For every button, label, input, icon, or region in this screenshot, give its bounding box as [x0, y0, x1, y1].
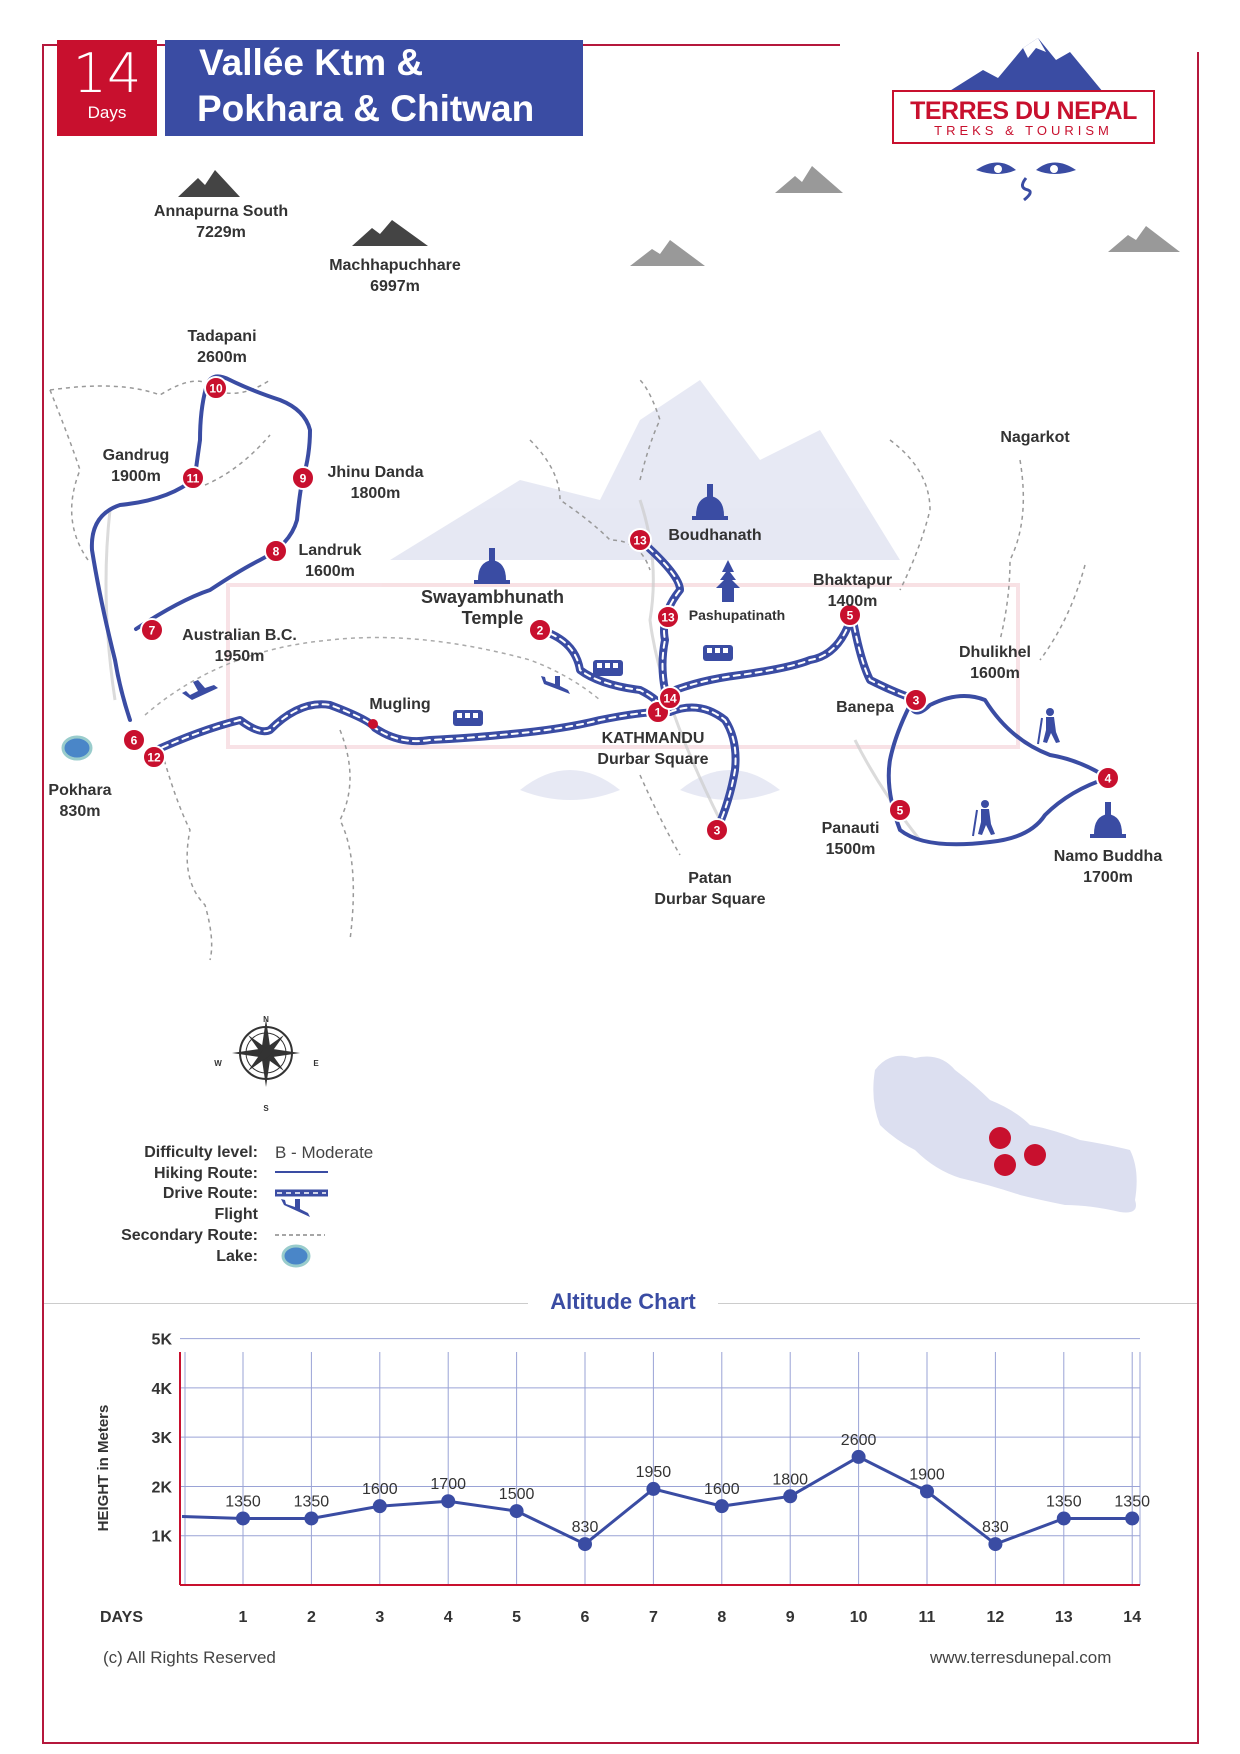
y-tick-label: 1K [151, 1528, 172, 1546]
legend-difficulty-label: Difficulty level: [144, 1144, 258, 1161]
place-patan-label: Patan Durbar Square [654, 870, 766, 908]
data-label: 1800 [772, 1471, 808, 1489]
day-marker-label: 3 [912, 693, 920, 708]
logo-tagline: TREKS & TOURISM [934, 123, 1113, 138]
place-panauti-label: Panauti 1500m [821, 820, 880, 858]
data-label: 1350 [1046, 1493, 1082, 1511]
legend-lake-label: Lake: [216, 1248, 258, 1265]
footer-rights: (c) All Rights Reserved [103, 1648, 276, 1667]
day-marker-label: 3 [713, 823, 721, 838]
data-point [852, 1450, 866, 1464]
place-mugling-label: Mugling [369, 696, 431, 713]
data-point [304, 1511, 318, 1525]
day-marker-label: 5 [896, 803, 904, 818]
y-axis-label: HEIGHT in Meters [95, 1404, 112, 1532]
x-tick-label: 6 [580, 1609, 590, 1626]
place-tadapani-label: Tadapani 2600m [187, 328, 257, 366]
y-tick-label: 2K [151, 1479, 172, 1497]
x-tick-label: 9 [785, 1609, 795, 1626]
data-label: 1900 [909, 1466, 945, 1484]
day-marker-label: 4 [1104, 771, 1112, 786]
y-tick-label: 4K [151, 1380, 172, 1398]
data-label: 1500 [498, 1486, 535, 1504]
place-dhulikhel-label: Dhulikhel 1600m [958, 644, 1031, 682]
place-pashupatinath-label: Pashupatinath [688, 607, 786, 623]
data-point [510, 1504, 524, 1518]
y-tick-label: 5K [151, 1331, 172, 1349]
place-australian-label: Australian B.C. 1950m [182, 627, 297, 665]
data-label: 1600 [362, 1481, 398, 1499]
peak-annapurna-label: Annapurna South 7229m [153, 203, 289, 241]
day-marker-label: 14 [663, 691, 677, 706]
x-tick-label: 12 [986, 1609, 1005, 1626]
data-label: 1600 [704, 1481, 740, 1499]
trip-title-line1: Vallée Ktm & [199, 42, 424, 83]
x-tick-label: 13 [1054, 1609, 1073, 1626]
place-gandrug-label: Gandrug 1900m [102, 447, 170, 485]
place-banepa-label: Banepa [836, 699, 894, 716]
day-marker-label: 9 [299, 471, 307, 486]
x-tick-label: 7 [648, 1609, 658, 1626]
place-namobuddha-label: Namo Buddha 1700m [1053, 848, 1163, 886]
place-pokhara-label: Pokhara 830m [48, 782, 112, 820]
x-tick-label: 4 [443, 1609, 453, 1626]
data-point [578, 1537, 592, 1551]
data-point [236, 1511, 250, 1525]
day-marker-label: 6 [130, 733, 138, 748]
day-marker-label: 5 [846, 608, 854, 623]
data-point [715, 1499, 729, 1513]
data-label: 1950 [635, 1463, 672, 1481]
chart-title: Altitude Chart [528, 1289, 718, 1315]
data-point [783, 1489, 797, 1503]
data-point [1125, 1511, 1139, 1525]
compass-n: N [263, 1015, 269, 1024]
day-marker-label: 2 [536, 623, 544, 638]
legend-flight-label: Flight [214, 1206, 258, 1223]
x-tick-label: 2 [306, 1609, 316, 1626]
legend-secondary-label: Secondary Route: [121, 1227, 258, 1244]
data-label: 1700 [430, 1476, 466, 1494]
x-tick-label: 10 [849, 1609, 868, 1626]
day-marker-label: 13 [661, 610, 675, 625]
data-point [646, 1482, 660, 1496]
day-marker-label: 11 [186, 471, 200, 486]
place-nagarkot-label: Nagarkot [1000, 429, 1070, 446]
compass-s: S [263, 1104, 269, 1113]
x-tick-label: 1 [238, 1609, 248, 1626]
place-jhinu-label: Jhinu Danda 1800m [327, 464, 424, 502]
data-point [1057, 1511, 1071, 1525]
x-tick-label: 5 [512, 1609, 522, 1626]
x-tick-label: 11 [918, 1609, 936, 1626]
place-bhaktapur-label: Bhaktapur 1400m [812, 572, 893, 610]
data-label: 1350 [1114, 1493, 1150, 1511]
data-point [373, 1499, 387, 1513]
x-tick-label: 3 [375, 1609, 385, 1626]
data-point [988, 1537, 1002, 1551]
day-marker-label: 7 [148, 623, 156, 638]
x-tick-label: 14 [1123, 1609, 1142, 1626]
data-point [441, 1494, 455, 1508]
place-kathmandu-label: KATHMANDU Durbar Square [597, 730, 709, 768]
place-landruk-label: Landruk 1600m [298, 542, 362, 580]
days-number: 14 [72, 42, 142, 105]
data-label: 1350 [225, 1493, 261, 1511]
data-label: 830 [571, 1519, 599, 1537]
data-label: 2600 [840, 1431, 877, 1449]
logo-name: TERRES DU NEPAL [910, 97, 1137, 125]
y-tick-label: 3K [151, 1430, 172, 1448]
legend-difficulty-value: B - Moderate [275, 1143, 374, 1162]
x-tick-label: 8 [717, 1609, 727, 1626]
day-marker-label: 1 [654, 705, 662, 720]
footer-url[interactable]: www.terresdunepal.com [930, 1648, 1112, 1667]
peak-machhapuchhare-label: Machhapuchhare 6997m [329, 257, 461, 295]
place-swayambhunath-label: Swayambhunath Temple [420, 587, 565, 628]
place-boudhanath-label: Boudhanath [668, 527, 762, 544]
x-axis-label: DAYS [100, 1609, 143, 1626]
trip-title-line2: Pokhara & Chitwan [197, 88, 535, 129]
legend-drive-label: Drive Route: [162, 1185, 258, 1202]
compass-e: E [313, 1059, 319, 1068]
day-marker-label: 13 [633, 533, 647, 548]
legend-hiking-label: Hiking Route: [154, 1165, 258, 1182]
compass-w: W [214, 1059, 222, 1068]
day-marker-label: 12 [147, 750, 161, 765]
data-label: 830 [982, 1519, 1009, 1537]
data-point [920, 1484, 934, 1498]
day-marker-label: 10 [209, 381, 223, 396]
day-marker-label: 8 [272, 544, 280, 559]
days-label: Days [87, 103, 127, 122]
data-label: 1350 [293, 1493, 330, 1511]
